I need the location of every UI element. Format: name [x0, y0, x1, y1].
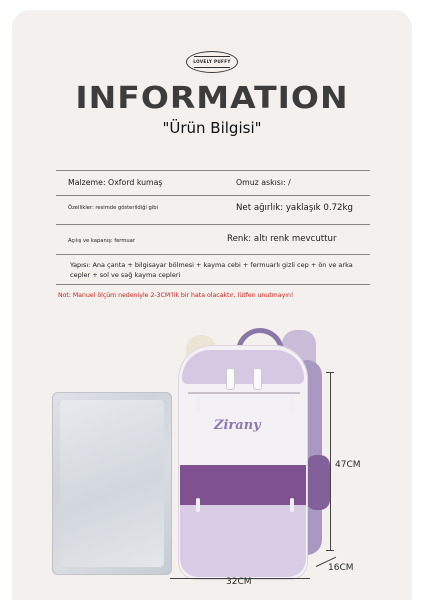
spec-features: Özellikler: resimde gösterildiği gibi	[68, 205, 158, 211]
backpack-buckle	[226, 368, 235, 390]
backpack-side-pocket	[306, 455, 330, 510]
depth-label: 16CM	[328, 563, 354, 573]
zipper-puller	[196, 498, 200, 512]
zipper-puller	[290, 498, 294, 512]
divider	[56, 254, 370, 255]
height-label: 47CM	[335, 460, 361, 470]
measurement-note: Not: Manuel ölçüm nedeniyle 2-3CM'lik bir hata olacaktır, lütfen unutmayın!	[58, 292, 294, 299]
height-dimension-line	[330, 372, 331, 550]
brand-logo-text: LOVELY PUFFY	[193, 59, 231, 64]
height-dimension-tick	[326, 372, 334, 373]
backpack-buckle	[253, 368, 262, 390]
brand-logo	[186, 51, 238, 73]
backpack-bottom-panel	[180, 505, 306, 577]
divider	[56, 170, 370, 171]
spec-opening: Açılış ve kapanış: fermuar	[68, 238, 135, 244]
zipper-puller	[290, 398, 294, 412]
page-title: INFORMATION	[75, 79, 349, 116]
backpack-zipper	[188, 392, 300, 394]
page-subtitle: "Ürün Bilgisi"	[162, 119, 262, 137]
divider	[56, 195, 370, 196]
divider	[56, 284, 370, 285]
laptop-lid	[60, 400, 164, 567]
laptop-illustration	[52, 392, 172, 575]
width-label: 32CM	[226, 577, 252, 587]
backpack-logo: Zirany	[214, 418, 261, 433]
spec-shoulder-strap: Omuz askısı: /	[236, 178, 291, 187]
backpack-top-panel	[182, 350, 304, 384]
spec-net-weight: Net ağırlık: yaklaşık 0.72kg	[236, 203, 353, 213]
divider	[56, 224, 370, 225]
spec-material: Malzeme: Oxford kumaş	[68, 178, 163, 187]
zipper-puller	[196, 398, 200, 412]
logo-top-line	[194, 56, 230, 57]
spec-structure: Yapısı: Ana çanta + bilgisayar bölmesi + kayma cebi + fermuarlı gizli cep + ön ve arka cepler + sol ve sağ kayma cepleri	[70, 261, 353, 279]
height-dimension-tick	[326, 550, 334, 551]
spec-color: Renk: altı renk mevcuttur	[227, 234, 337, 244]
logo-bottom-line	[194, 67, 230, 68]
